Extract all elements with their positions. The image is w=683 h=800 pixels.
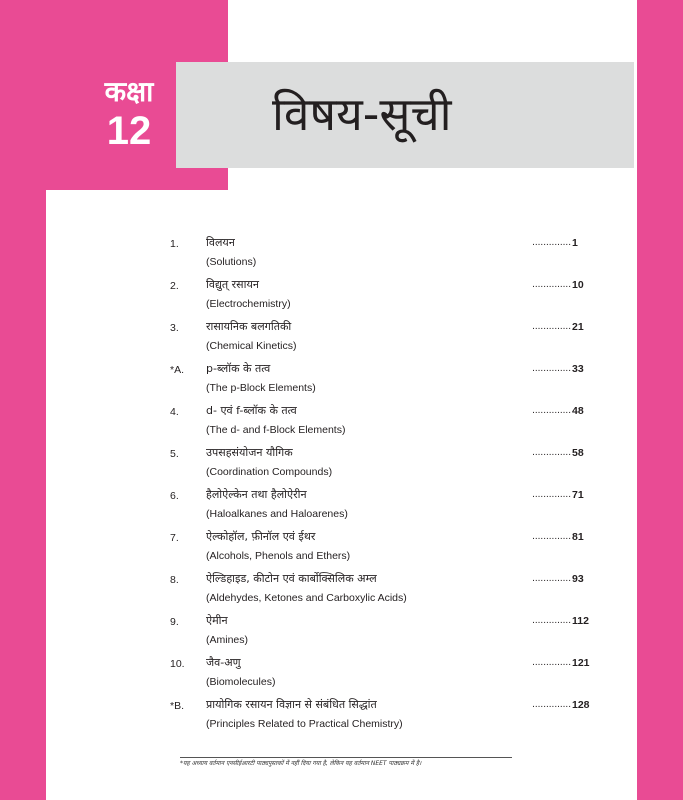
chapter-number: 10. [170,658,185,670]
dot-leader: .............. [532,447,571,458]
chapter-title-hindi: ऐल्कोहॉल, फ़ीनॉल एवं ईथर [206,530,316,543]
dot-leader: .............. [532,657,571,668]
chapter-number: *B. [170,700,185,712]
chapter-title-english: (Alcohols, Phenols and Ethers) [206,550,351,562]
chapter-number: 3. [170,322,179,334]
toc-entry[interactable] [170,312,584,354]
chapter-title-hindi: ऐल्डिहाइड, कीटोन एवं कार्बोक्सिलिक अम्ल [206,572,377,585]
dot-leader: .............. [532,237,571,248]
dot-leader: .............. [532,405,571,416]
page-number: 10 [572,279,584,291]
toc-entry[interactable] [170,564,584,606]
toc-entry[interactable] [170,690,590,732]
chapter-title-hindi: उपसहसंयोजन यौगिक [206,446,293,459]
dot-leader: .............. [532,321,571,332]
chapter-title-hindi: प्रायोगिक रसायन विज्ञान से संबंधित सिद्धांत [206,698,377,711]
dot-leader: .............. [532,279,571,290]
chapter-title-hindi: p-ब्लॉक के तत्व [206,362,271,375]
page-number: 93 [572,573,584,585]
dot-leader: .............. [532,363,571,374]
chapter-title-hindi: जैव-अणु [206,656,241,669]
footnote-divider [180,757,512,758]
page-number: 71 [572,489,584,501]
chapter-title-english: (The p-Block Elements) [206,382,316,394]
page-number: 1 [572,237,578,249]
chapter-title-english: (Aldehydes, Ketones and Carboxylic Acids) [206,592,407,604]
page-number: 48 [572,405,584,417]
page-number: 112 [572,615,589,627]
page-number: 33 [572,363,584,375]
chapter-title-english: (Solutions) [206,256,257,268]
dot-leader: .............. [532,699,571,710]
dot-leader: .............. [532,531,571,542]
chapter-number: 2. [170,280,179,292]
chapter-title-english: (Haloalkanes and Haloarenes) [206,508,348,520]
page-title: विषय-सूची [272,87,452,141]
chapter-number: 5. [170,448,179,460]
page-number: 121 [572,657,590,669]
dot-leader: .............. [532,573,571,584]
chapter-number: *A. [170,364,185,376]
chapter-number: 8. [170,574,179,586]
class-number: 12 [106,109,152,153]
chapter-title-hindi: हैलोऐल्केन तथा हैलोऐरीन [206,488,307,501]
page-number: 58 [572,447,584,459]
chapter-title-english: (Electrochemistry) [206,298,291,310]
page-number: 81 [572,531,584,543]
chapter-number: 7. [170,532,179,544]
toc-entry[interactable] [170,270,584,312]
chapter-title-hindi: ऐमीन [206,614,228,627]
dot-leader: .............. [532,615,571,626]
page-number: 21 [572,321,584,333]
toc-entry[interactable] [170,228,580,270]
toc-entry[interactable] [170,522,584,564]
chapter-title-english: (Amines) [206,634,249,646]
chapter-title-english: (The d- and f-Block Elements) [206,424,346,436]
chapter-title-english: (Biomolecules) [206,676,276,688]
footnote: *यह अध्याय वर्तमान एनसीईआरटी पाठ्यपुस्तकों में नहीं दिया गया है, लेकिन यह वर्तमान NEET पाठ्यक्रम में है। [180,760,422,767]
page-number: 128 [572,699,590,711]
chapter-title-hindi: विद्युत् रसायन [206,278,259,291]
chapter-number: 1. [170,238,179,250]
toc-entry[interactable] [170,438,584,480]
table-of-contents [170,228,590,732]
chapter-title-english: (Coordination Compounds) [206,466,333,478]
chapter-title-hindi: d- एवं f-ब्लॉक के तत्व [206,404,297,417]
chapter-title-hindi: विलयन [206,236,235,249]
toc-entry[interactable] [170,480,584,522]
title-box [176,62,634,168]
toc-entry[interactable] [170,648,590,690]
dot-leader: .............. [532,489,571,500]
right-pink-band [637,0,683,800]
toc-entry[interactable] [170,396,584,438]
chapter-number: 6. [170,490,179,502]
chapter-title-hindi: रासायनिक बलगतिकी [206,320,292,333]
toc-entry[interactable] [170,606,589,648]
class-label: कक्षा [104,75,154,108]
chapter-title-english: (Principles Related to Practical Chemistry) [206,718,403,730]
chapter-title-english: (Chemical Kinetics) [206,340,297,352]
toc-entry[interactable] [170,354,584,396]
chapter-number: 9. [170,616,179,628]
chapter-number: 4. [170,406,179,418]
